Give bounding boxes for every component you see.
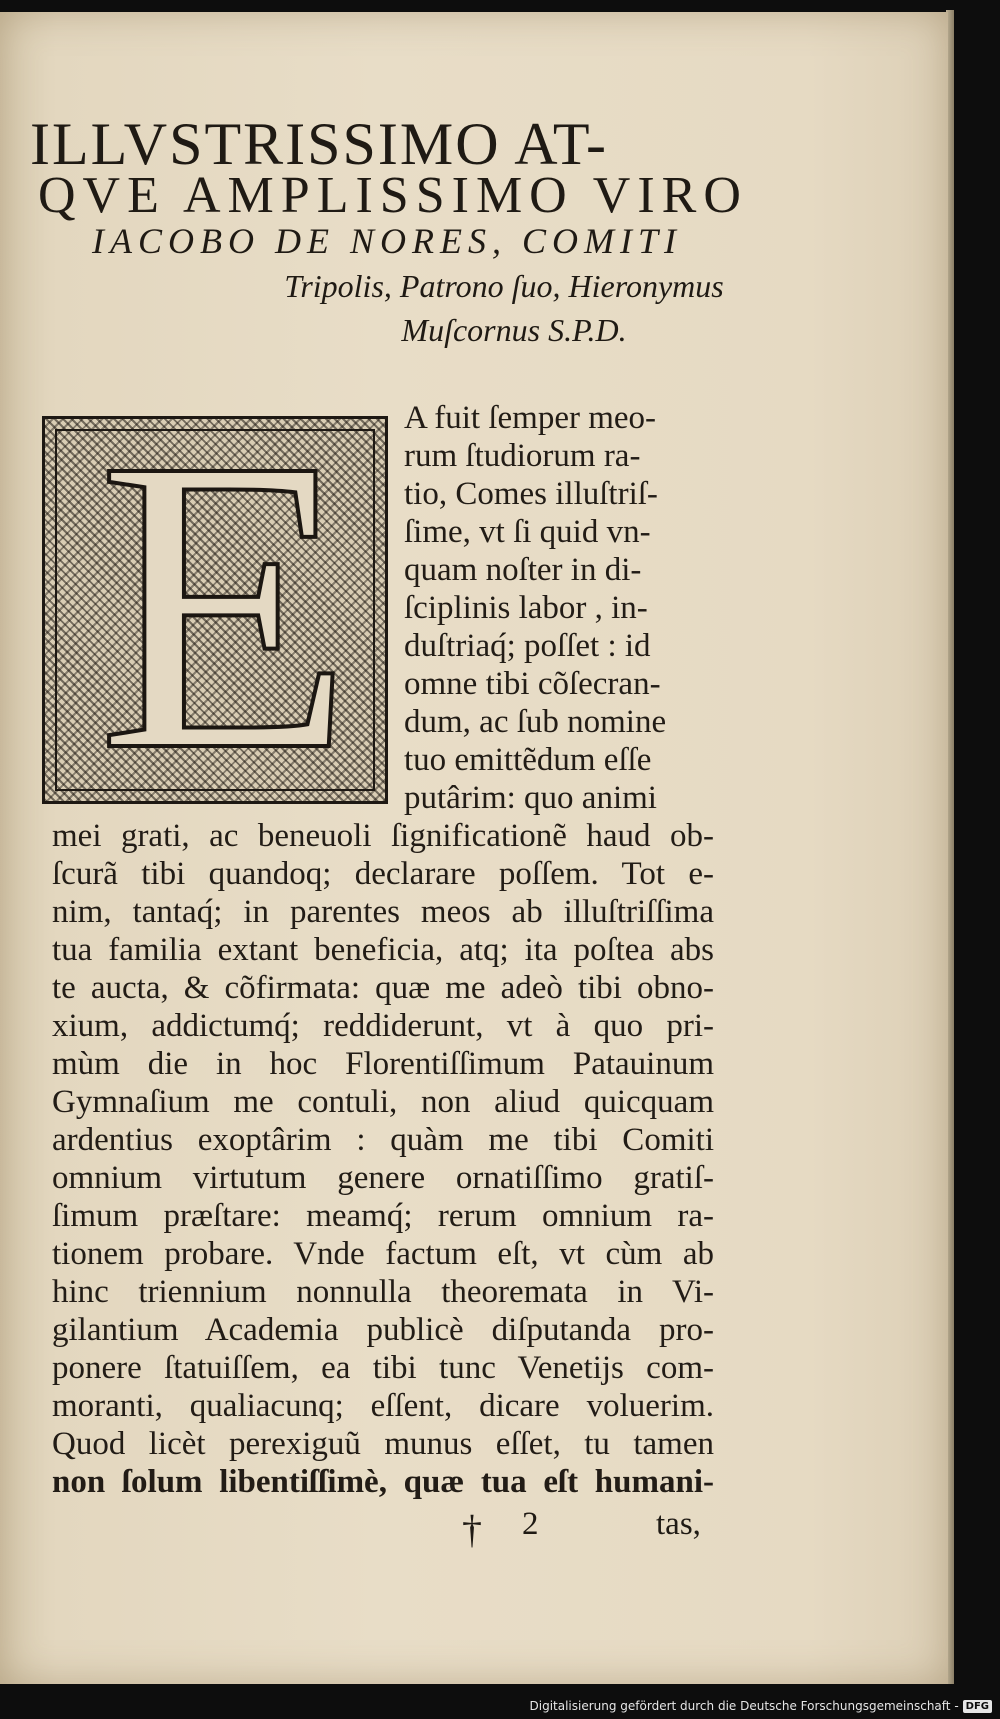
text-line: ſciplinis labor , in- [404, 590, 648, 626]
signature-number: 2 [522, 1506, 539, 1542]
text-line: te aucta, & cõfirmata: quæ me adeò tibi obno- [52, 970, 714, 1006]
text-line: duſtriaq́; poſſet : id [404, 628, 651, 664]
digitization-credit [530, 1699, 993, 1713]
text-line: tuo emittẽdum eſſe [404, 742, 652, 778]
credit-text: Digitalisierung gefördert durch die Deutsche Forschungsgemeinschaft - [529, 1699, 959, 1713]
dfg-logo: DFG [963, 1700, 992, 1713]
text-line: ſcurã tibi quandoq; declarare poſſem. Tot e- [52, 856, 714, 892]
dedication-heading-line-3: IACOBO DE NORES, COMITI [92, 221, 682, 261]
text-line: Quod licèt perexiguũ munus eſſet, tu tamen [52, 1426, 714, 1462]
text-line: moranti, qualiacunq; eſſent, dicare voluerim. [52, 1388, 714, 1424]
text-line: Gymnaſium me contuli, non aliud quicquam [52, 1084, 714, 1120]
catchword: tas, [656, 1506, 701, 1542]
text-line: mei grati, ac beneuoli ſignificationẽ haud ob- [52, 818, 714, 854]
text-line: gilantium Academia publicè diſputanda pro- [52, 1312, 714, 1348]
text-line: ardentius exoptârim : quàm me tibi Comiti [52, 1122, 714, 1158]
text-line: tio, Comes illuſtriſ- [404, 476, 658, 512]
text-line: omne tibi cõſecran- [404, 666, 661, 702]
signature-mark: † [462, 1507, 482, 1552]
text-line: quam noſter in di- [404, 552, 642, 588]
text-line: hinc triennium nonnulla theoremata in Vi- [52, 1274, 714, 1310]
text-line: xium, addictumq́; reddiderunt, vt à quo pri- [52, 1008, 714, 1044]
text-line: tionem probare. Vnde factum eſt, vt cùm ab [52, 1236, 714, 1272]
text-line: tua familia extant beneficia, atq; ita poſtea abs [52, 932, 714, 968]
text-line: putârim: quo animi [404, 780, 657, 816]
text-line: omnium virtutum genere ornatiſſimo gratiſ- [52, 1160, 714, 1196]
text-line: dum, ac ſub nomine [404, 704, 667, 740]
book-page [0, 12, 948, 1684]
decorated-initial-letter: E [97, 372, 354, 837]
text-line: ponere ſtatuiſſem, ea tibi tunc Venetijs com- [52, 1350, 714, 1386]
text-line: ſime, vt ſi quid vn- [404, 514, 651, 550]
text-line: nim, tantaq́; in parentes meos ab illuſtriſſima [52, 894, 714, 930]
dedication-heading-line-4: Tripolis, Patrono ſuo, Hieronymus [284, 268, 724, 304]
text-line: ſimum præſtare: meamq́; rerum omnium ra- [52, 1198, 714, 1234]
text-line: A fuit ſemper meo- [404, 400, 657, 436]
decorated-initial [42, 372, 388, 837]
text-line: non ſolum libentiſſimè, quæ tua eſt humani- [52, 1464, 714, 1500]
dedication-heading-line-5: Muſcornus S.P.D. [401, 312, 627, 348]
dedication-heading-line-2: QVE AMPLISSIMO VIRO [38, 167, 748, 224]
dedication-heading-line-1: ILLVSTRISSIMO AT- [30, 111, 609, 177]
text-line: mùm die in hoc Florentiſſimum Patauinum [52, 1046, 714, 1082]
text-line: rum ſtudiorum ra- [404, 438, 641, 474]
